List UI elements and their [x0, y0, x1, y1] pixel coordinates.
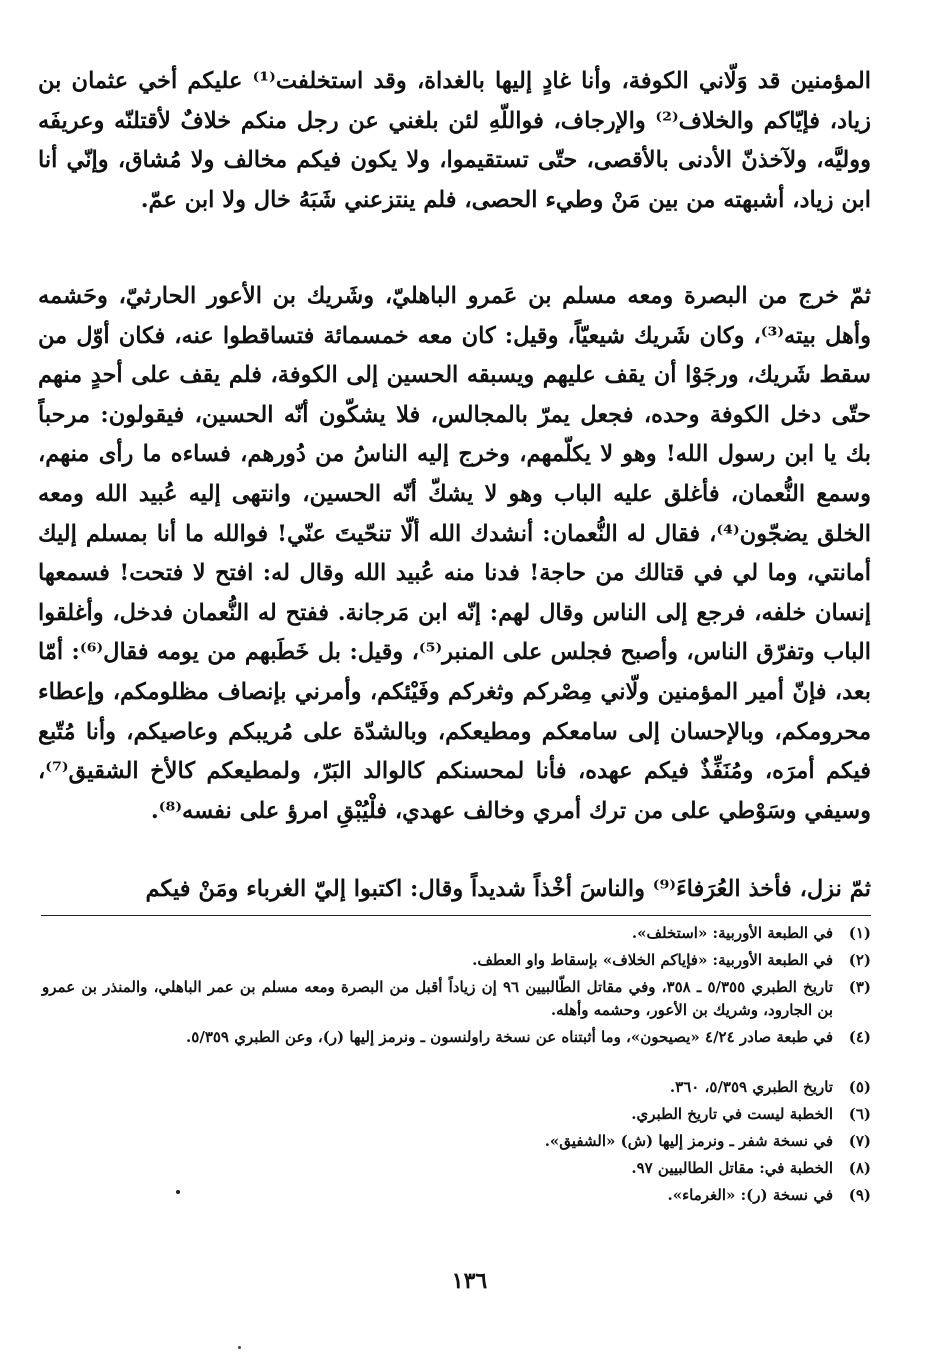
- main-text: [38, 62, 871, 907]
- footnote: [38, 949, 871, 976]
- footnote: [38, 1130, 871, 1157]
- footnote: [38, 1103, 871, 1130]
- page-number: ١٣٦: [451, 1268, 488, 1294]
- footnote: [38, 1026, 871, 1076]
- footnote-text: تاريخ الطبري ٥/٣٥٩، ٣٦٠.: [669, 1078, 833, 1096]
- footnote: [38, 1184, 871, 1211]
- footnote-text: تاريخ الطبري ٥/٣٥٥ ـ ٣٥٨، وفي مقاتل الطّالبيين ٩٦ إن زياداً أقبل من البصرة ومعه مسلم بن عمر الباهلي، والمنذر بن عمرو بن الجارود، وشريك بن الأعور، وحشمه وأهله.: [42, 978, 833, 1019]
- footnote-divider: [41, 915, 871, 916]
- footnote-text: الخطبة في: مقاتل الطالبيين ٩٧.: [631, 1159, 833, 1177]
- paragraph: ثمّ نزل، فأخذ العُرَفاءَ⁽⁹⁾ والناسَ أخْذاً شديداً وقال: اكتبوا إليّ الغرباء ومَنْ فيكم: [145, 876, 871, 902]
- footnote-text: في نسخة (ر): «الغرماء».: [667, 1186, 833, 1204]
- footnote-text: في نسخة شفر ـ ونرمز إليها (ش) «الشفيق».: [544, 1132, 833, 1150]
- book-page: [38, 62, 871, 1211]
- paragraph: المؤمنين قد وَلّاني الكوفة، وأنا غادٍ إليها بالغداة، وقد استخلفت⁽¹⁾ عليكم أخي عثمان بن زياد، فإيّاكم والخلاف⁽²⁾ والإرجاف، فواللّهِ لئن بلغني عن رجل منكم خلافٌ لأقتلنّه وعريفَه ووليَّه، ولآخذنّ الأدنى بالأقصى، حتّى تستقيموا، ولا يكون فيكم مخالف ولا مُشاق، وإنّي أنا ابن زياد، أشبهته من بين مَنْ وطيء الحصى، فلم ينتزعني شَبَهُ خال ولا ابن عمّ.: [38, 68, 871, 213]
- footnote-number: (٩): [848, 1186, 871, 1204]
- footnote-text: في الطبعة الأوربية: «استخلف».: [631, 924, 833, 942]
- footnote-number: (٢): [848, 951, 871, 969]
- footnote-number: (٥): [848, 1078, 871, 1096]
- footnote-number: (١): [848, 924, 871, 942]
- footnote-text: في طبعة صادر ٤/٢٤ «يصيحون»، وما أثبتناه عن نسخة راولنسون ـ ونرمز إليها (ر)، وعن الطبري ٥/٣٥٩.: [186, 1028, 833, 1046]
- footnote: [38, 1157, 871, 1184]
- footnote-number: (٨): [848, 1159, 871, 1177]
- speck: [176, 1190, 180, 1194]
- footnote: [38, 922, 871, 949]
- footnote-number: (٦): [848, 1105, 871, 1123]
- footnote: [38, 1076, 871, 1103]
- footnote: [38, 976, 871, 1026]
- footnote-number: (٤): [848, 1028, 871, 1046]
- footnote-text: الخطبة ليست في تاريخ الطبري.: [631, 1105, 833, 1123]
- footnote-number: (٧): [848, 1132, 871, 1150]
- footnotes: [38, 922, 871, 1211]
- footnote-text: في الطبعة الأوربية: «فإياكم الخلاف» بإسقاط واو العطف.: [472, 951, 833, 969]
- footnote-number: (٣): [848, 978, 871, 996]
- paragraph: ثمّ خرج من البصرة ومعه مسلم بن عَمرو الباهليّ، وشَريك بن الأعور الحارثيّ، وحَشمه وأهل بيته⁽³⁾، وكان شَريك شيعيّاً، وقيل: كان معه خمسمائة فتساقطوا عنه، فكان أوّل من سقط شَريك، ورجَوْا أن يقف عليهم ويسبقه الحسين إلى الكوفة، فلم يقف على أحدٍ منهم حتّى دخل الكوفة وحده، فجعل يمرّ بالمجالس، فلا يشكّون أنّه الحسين، فيقولون: مرحباً بك يا ابن رسول الله! وهو لا يكلّمهم، وخرج إليه الناسُ من دُورهم، فساءه ما رأى منهم، وسمع النُّعمان، فأغلق عليه الباب وهو لا يشكّ أنّه الحسين، وانتهى إليه عُبيد الله ومعه الخلق يضجّون⁽⁴⁾، فقال له النُّعمان: أنشدك الله ألّا تنحّيتَ عنّي! فوالله ما أنا بمسلم إليك أمانتي، وما لي في قتالك من حاجة! فدنا منه عُبيد الله وقال له: افتح لا فتحت! فسمعها إنسان خلفه، فرجع إلى الناس وقال لهم: إنّه ابن مَرجانة. ففتح له النُّعمان فدخل، وأغلقوا الباب وتفرّق الناس، وأصبح فجلس على المنبر⁽⁵⁾، وقيل: بل خَطَبهم من يومه فقال⁽⁶⁾: أمّا بعد، فإنّ أمير المؤمنين ولّاني مِصْركم وثغركم وفَيْئكم، وأمرني بإنصاف مظلومكم، وإعطاء محرومكم، وبالإحسان إلى سامعكم ومطيعكم، وبالشدّة على مُريبكم وعاصيكم، وأنا مُتّبع فيكم أمرَه، ومُنَفِّذٌ فيكم عهده، فأنا لمحسنكم كالوالد البَرّ، ولمطيعكم كالأخ الشقيق⁽⁷⁾، وسيفي وسَوْطي على من ترك أمري وخالف عهدي، فلْيُبْقِ امرؤ على نفسه⁽⁸⁾.: [38, 283, 871, 824]
- speck: [238, 1346, 241, 1349]
